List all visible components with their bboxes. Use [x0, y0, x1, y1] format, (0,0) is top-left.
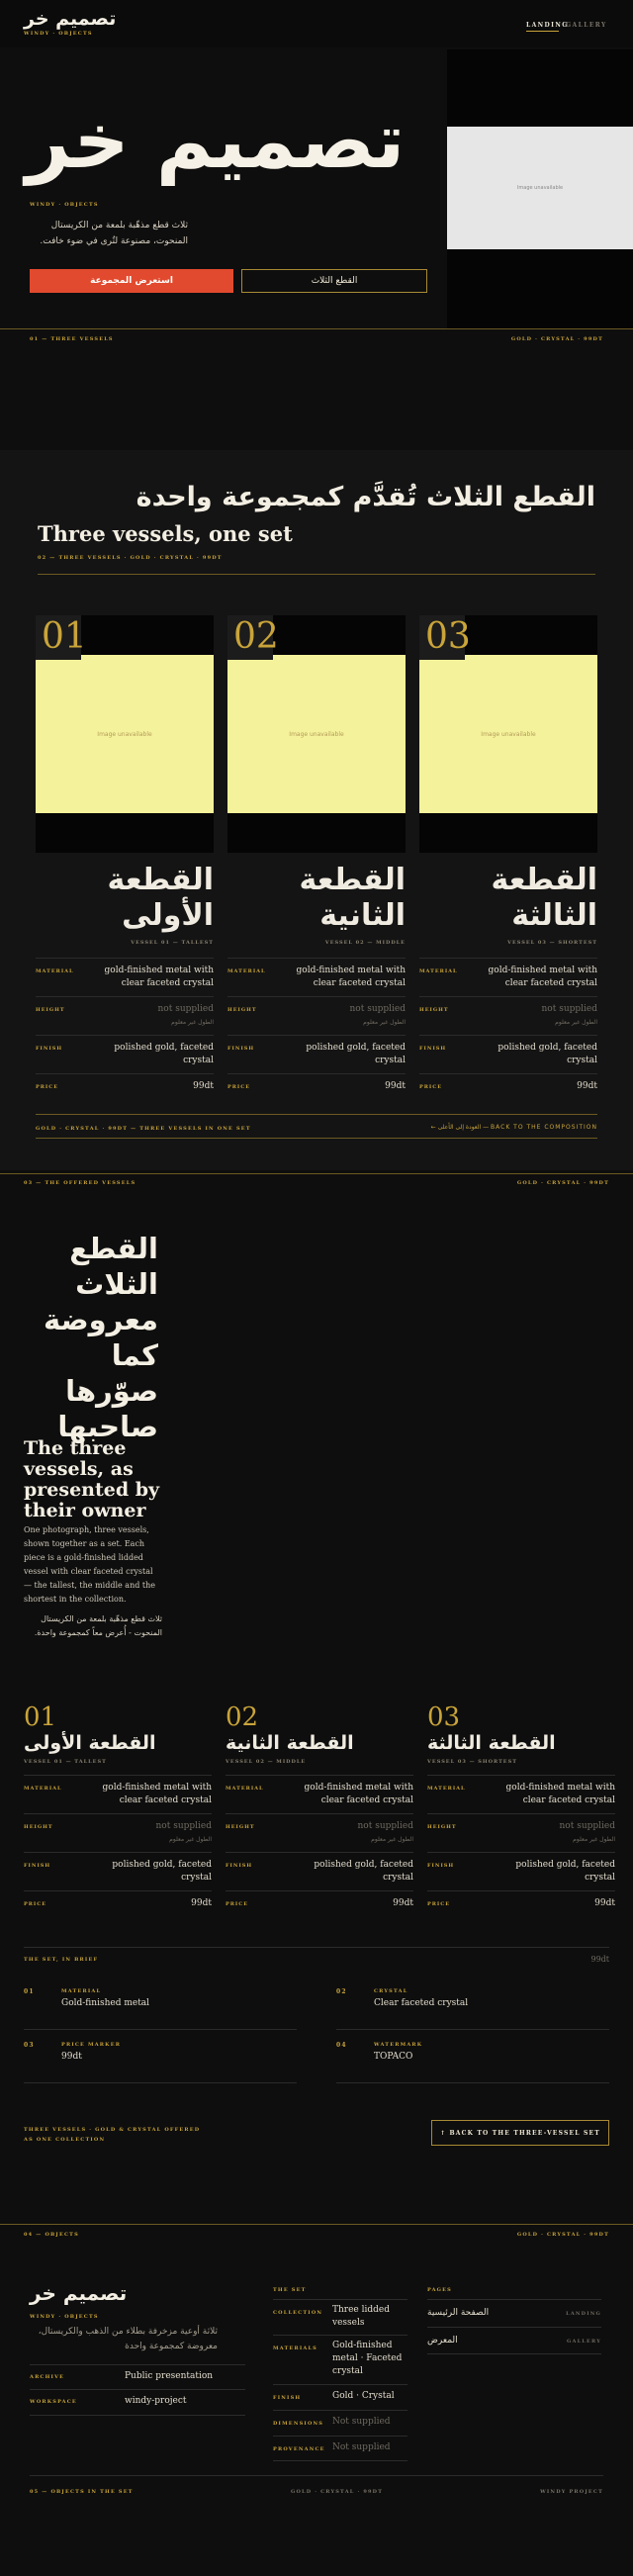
footer-bottom-rule — [30, 2475, 603, 2476]
collection-title-en: Three vessels, one set — [38, 521, 293, 546]
vessel-card[interactable] — [36, 615, 214, 1101]
footer-brand-desc: ثلاثة أوعية مزخرفة بطلاء من الذهب والكريستال، معروضة كمجموعة واحدة — [38, 2327, 218, 2351]
vessel-subtitle: VESSEL 02 — MIDDLE — [324, 940, 406, 946]
offered-vessel-title: القطعة الأولى — [24, 1732, 156, 1754]
spec-material: MATERIAL gold-finished metal with clear faceted crystal — [226, 1775, 413, 1813]
offered-vessel — [226, 1703, 413, 1918]
offered-title-en: The three vessels, as presented by their owner — [24, 1437, 160, 1521]
collection-meta: 02 — THREE VESSELS · GOLD · CRYSTAL · 99DT — [38, 555, 223, 561]
brief-item: 03 PRICE MARKER 99dt — [24, 2038, 297, 2083]
spec-height: HEIGHT not supplied الطول غير معلوم — [427, 1813, 615, 1852]
hero-strip-right: GOLD · CRYSTAL · 99DT — [510, 336, 603, 342]
collection-meta-rule — [38, 574, 595, 575]
vessel-subtitle: VESSEL 03 — SHORTEST — [507, 940, 597, 946]
spec-price: PRICE 99dt — [227, 1073, 406, 1101]
offered-vessel — [24, 1703, 212, 1918]
vessel-card[interactable] — [419, 615, 597, 1101]
collection-footer-rule-bottom — [36, 1138, 597, 1139]
footer-set-label: THE SET — [273, 2287, 307, 2293]
hero-kicker: WINDY · OBJECTS — [30, 202, 99, 208]
footer-archive-row: ARCHIVE Public presentation — [30, 2364, 245, 2390]
offered-vessel-sub: VESSEL 02 — MIDDLE — [226, 1759, 307, 1765]
offered-vessel-number: 03 — [427, 1702, 461, 1732]
offered-vessel-sub: VESSEL 03 — SHORTEST — [427, 1759, 517, 1765]
explore-collection-button[interactable]: استعرض المجموعة — [30, 269, 233, 293]
brief-label: THE SET, IN BRIEF — [24, 1957, 99, 1963]
brief-item: 04 WATERMARK TOPACO — [336, 2038, 609, 2083]
brief-rule-top — [24, 1947, 609, 1948]
spec-finish: FINISH polished gold, faceted crystal — [419, 1035, 597, 1073]
spec-price: PRICE 99dt — [419, 1073, 597, 1101]
spec-price: PRICE 99dt — [226, 1890, 413, 1918]
spec-material: MATERIAL gold-finished metal with clear faceted crystal — [36, 958, 214, 996]
vessel-title: القطعة الثانية — [299, 863, 406, 933]
spec-price: PRICE 99dt — [36, 1073, 214, 1101]
vessel-image: Image unavailable — [36, 655, 214, 813]
spec-height: HEIGHT not supplied الطول غير معلوم — [227, 996, 406, 1035]
vessel-card[interactable] — [227, 615, 406, 1101]
footer-set-row: FINISH Gold · Crystal — [273, 2384, 407, 2410]
hero-title: تصميم خر — [26, 97, 406, 186]
spec-finish: FINISH polished gold, faceted crystal — [427, 1852, 615, 1890]
hero-image-frame — [447, 49, 633, 328]
spec-price: PRICE 99dt — [427, 1890, 615, 1918]
back-to-set-button[interactable]: ↑ BACK TO THE THREE-VESSEL SET — [431, 2120, 609, 2146]
brand-logo[interactable]: تصميم خر — [24, 8, 117, 30]
footer-bottom-right: WINDY PROJECT — [540, 2489, 603, 2495]
footer-workspace-row: WORKSPACE windy-project — [30, 2390, 245, 2416]
spec-height: HEIGHT not supplied الطول غير معلوم — [24, 1813, 212, 1852]
spec-material: MATERIAL gold-finished metal with clear faceted crystal — [419, 958, 597, 996]
footer-pages-label: PAGES — [427, 2287, 452, 2293]
offered-strip-right: GOLD · CRYSTAL · 99DT — [516, 1180, 609, 1186]
vessel-title: القطعة الثالثة — [491, 863, 597, 933]
spec-material: MATERIAL gold-finished metal with clear faceted crystal — [24, 1775, 212, 1813]
nav-landing[interactable]: LANDING — [526, 22, 569, 29]
collection-footer-left: GOLD · CRYSTAL · 99DT — THREE VESSELS IN ONE SET — [36, 1126, 251, 1132]
collection-footer-rule-top — [36, 1114, 597, 1115]
brief-item: 02 CRYSTAL Clear faceted crystal — [336, 1984, 609, 2030]
offered-description-ar: ثلاث قطع مذهّبة بلمعة من الكريستال المنحوت - أُعرض معاً كمجموعة واحدة. — [34, 1614, 162, 1637]
spec-height: HEIGHT not supplied الطول غير معلوم — [226, 1813, 413, 1852]
footer-brand-sub: WINDY · OBJECTS — [30, 2314, 99, 2320]
footer-set-row: DIMENSIONS Not supplied — [273, 2410, 407, 2436]
vessel-image-frame — [36, 615, 214, 853]
hero-description: ثلاث قطع مذهّبة بلمعة من الكريستال المنحوت، مصنوعة لتُرى في ضوء خافت. — [40, 221, 188, 246]
offered-vessel-title: القطعة الثالثة — [427, 1732, 556, 1754]
hero-strip-left: 01 — THREE VESSELS — [30, 336, 114, 342]
footer-bottom-mid: GOLD · CRYSTAL · 99DT — [291, 2489, 384, 2495]
collection-title-ar: القطع الثلاث تُقدَّم كمجموعة واحدة — [136, 482, 595, 512]
vessel-number: 03 — [419, 615, 465, 660]
nav-landing-underline — [526, 31, 559, 32]
offered-description-en: One photograph, three vessels, shown together as a set. Each piece is a gold-finished lidded vessel with clear faceted crystal — the tallest, the middle and the shortest in the collection. — [24, 1525, 155, 1604]
footer-set-row: MATERIALS Gold-finished metal · Faceted crystal — [273, 2335, 407, 2384]
offered-divider — [0, 1173, 633, 1174]
hero-divider — [0, 328, 633, 329]
footer-divider — [0, 2224, 633, 2225]
footer-strip-left: 04 — OBJECTS — [24, 2232, 79, 2238]
spec-finish: FINISH polished gold, faceted crystal — [226, 1852, 413, 1890]
footer-set-row: PROVENANCE Not supplied — [273, 2436, 407, 2461]
offered-vessel-number: 02 — [226, 1702, 259, 1732]
spec-finish: FINISH polished gold, faceted crystal — [36, 1035, 214, 1073]
vessel-title: القطعة الأولى — [107, 863, 214, 933]
site-header — [0, 0, 633, 47]
offered-title-ar: القطع الثلاث معروضة كما صوّرها صاحبها — [44, 1232, 158, 1443]
vessel-image-frame — [227, 615, 406, 853]
spec-finish: FINISH polished gold, faceted crystal — [227, 1035, 406, 1073]
vessel-image: Image unavailable — [419, 655, 597, 813]
offered-vessel-number: 01 — [24, 1702, 57, 1732]
footer-strip-right: GOLD · CRYSTAL · 99DT — [516, 2232, 609, 2238]
vessel-subtitle: VESSEL 01 — TALLEST — [131, 940, 214, 946]
back-to-composition-link[interactable]: ← العودة إلى الأعلى — BACK TO THE COMPOSITION — [430, 1124, 597, 1131]
footer-page-link-landing[interactable]: الصفحة الرئيسية LANDING — [427, 2299, 601, 2327]
brief-price: 99dt — [590, 1955, 609, 1964]
offered-vessel-title: القطعة الثانية — [226, 1732, 354, 1754]
footer-bottom-left: 05 — OBJECTS IN THE SET — [30, 2489, 134, 2495]
footer-set-row: COLLECTION Three lidded vessels — [273, 2299, 407, 2335]
offered-vessel — [427, 1703, 615, 1918]
brief-item: 01 MATERIAL Gold-finished metal — [24, 1984, 297, 2030]
brand-subtitle: WINDY · OBJECTS — [24, 31, 93, 37]
three-pieces-button[interactable]: القطع الثلاث — [241, 269, 427, 293]
vessel-image-frame — [419, 615, 597, 853]
hero-section — [0, 47, 633, 326]
spec-height: HEIGHT not supplied الطول غير معلوم — [36, 996, 214, 1035]
spec-finish: FINISH polished gold, faceted crystal — [24, 1852, 212, 1890]
spec-material: MATERIAL gold-finished metal with clear faceted crystal — [427, 1775, 615, 1813]
footer-brand[interactable]: تصميم خر — [30, 2281, 128, 2305]
spec-height: HEIGHT not supplied الطول غير معلوم — [419, 996, 597, 1035]
offered-footer-note: THREE VESSELS · GOLD & CRYSTAL OFFERED AS ONE COLLECTION — [24, 2127, 201, 2143]
nav-gallery[interactable]: GALLERY — [566, 22, 607, 29]
spec-material: MATERIAL gold-finished metal with clear faceted crystal — [227, 958, 406, 996]
vessel-number: 02 — [227, 615, 273, 660]
hero-image: Image unavailable — [447, 127, 633, 249]
footer-page-link-gallery[interactable]: المعرض GALLERY — [427, 2327, 601, 2354]
offered-strip-left: 03 — THE OFFERED VESSELS — [24, 1180, 136, 1186]
spec-price: PRICE 99dt — [24, 1890, 212, 1918]
vessel-number: 01 — [36, 615, 81, 660]
offered-vessel-sub: VESSEL 01 — TALLEST — [24, 1759, 107, 1765]
vessel-image: Image unavailable — [227, 655, 406, 813]
